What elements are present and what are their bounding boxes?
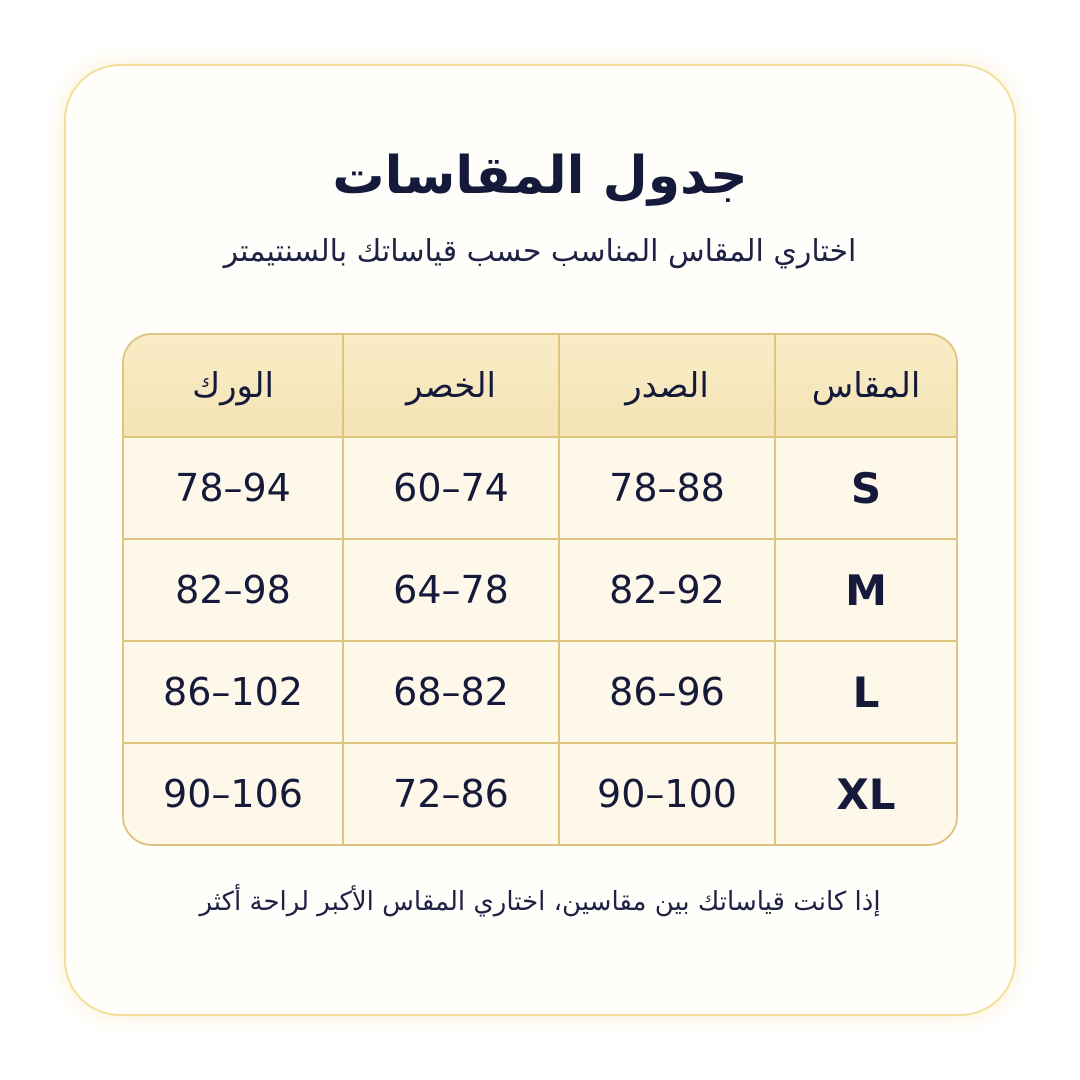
header-size: المقاس — [774, 335, 956, 438]
waist-value: 60–74 — [342, 438, 558, 540]
hip-value: 90–106 — [124, 744, 342, 844]
size-table-grid — [124, 335, 956, 844]
hip-value: 86–102 — [124, 642, 342, 744]
header-chest: الصدر — [558, 335, 774, 438]
size-table — [122, 333, 958, 846]
header-waist: الخصر — [342, 335, 558, 438]
size-label: L — [774, 642, 956, 744]
size-tip-note: إذا كانت قياساتك بين مقاسين، اختاري المقاس الأكبر لراحة أكثر — [199, 887, 881, 917]
header-hip: الورك — [124, 335, 342, 438]
chest-value: 90–100 — [558, 744, 774, 844]
page-subtitle: اختاري المقاس المناسب حسب قياساتك بالسنتيمتر — [223, 234, 857, 269]
size-label: M — [774, 540, 956, 642]
hip-value: 78–94 — [124, 438, 342, 540]
page-title: جدول المقاسات — [332, 146, 748, 206]
chest-value: 78–88 — [558, 438, 774, 540]
chest-value: 82–92 — [558, 540, 774, 642]
waist-value: 68–82 — [342, 642, 558, 744]
chest-value: 86–96 — [558, 642, 774, 744]
waist-value: 72–86 — [342, 744, 558, 844]
size-label: S — [774, 438, 956, 540]
waist-value: 64–78 — [342, 540, 558, 642]
hip-value: 82–98 — [124, 540, 342, 642]
size-label: XL — [774, 744, 956, 844]
